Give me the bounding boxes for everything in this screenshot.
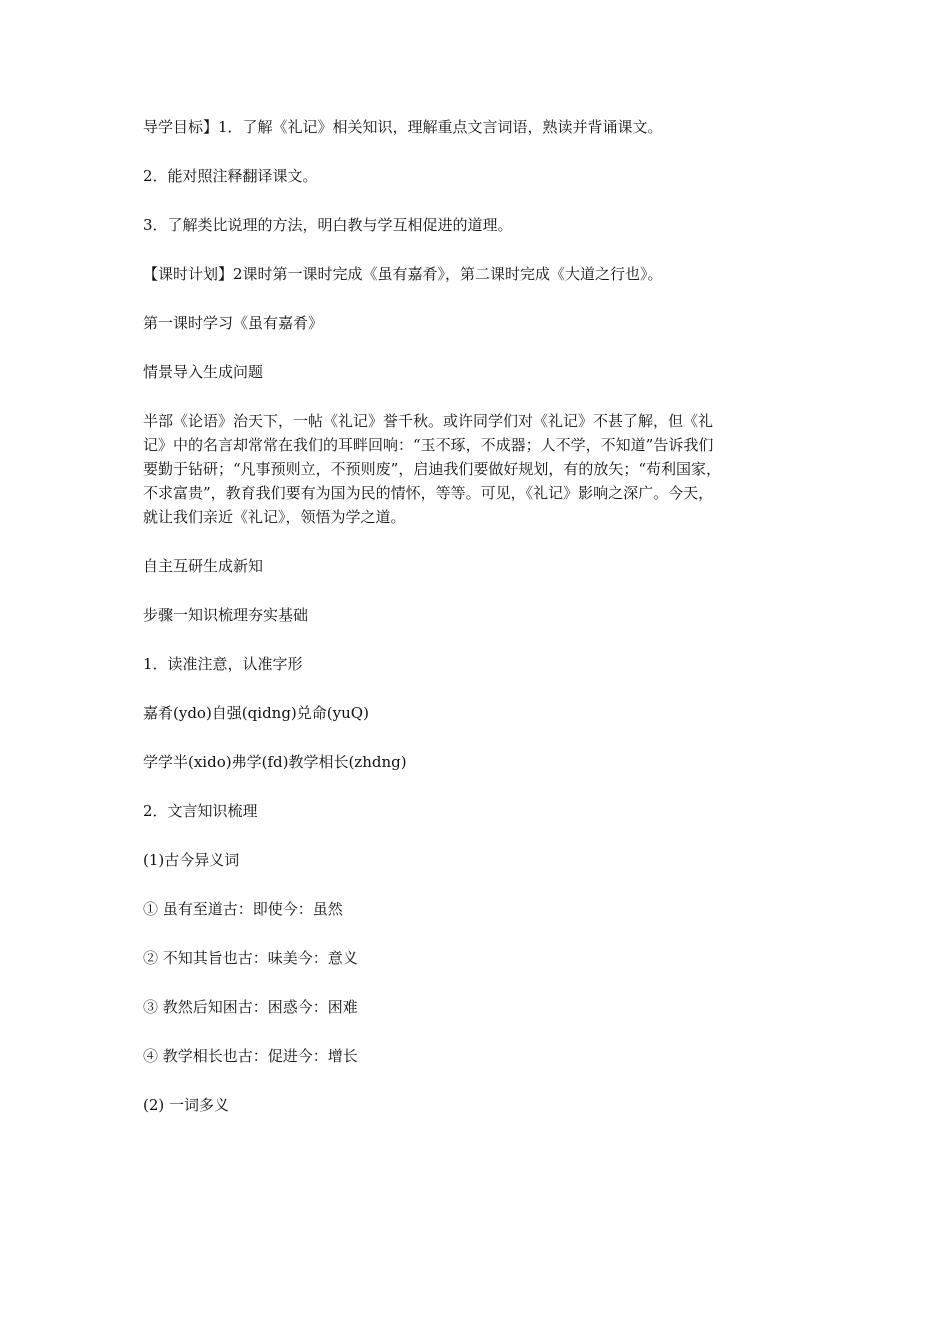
lesson-plan: 【课时计划】2课时第一课时完成《虽有嘉肴》，第二课时完成《大道之行也》。 xyxy=(143,265,663,283)
learning-objective-1: 导学目标】1．了解《礼记》相关知识，理解重点文言词语，熟读并背诵课文。 xyxy=(143,118,663,136)
intro-line: 记》中的名言却常常在我们的耳畔回响：“玉不琢，不成器；人不学，不知道”告诉我们 xyxy=(143,436,714,454)
pronunciation-line-2: 学学半(xido)弗学(fd)教学相长(zhdng) xyxy=(143,753,407,771)
lesson-one-title: 第一课时学习《虽有嘉肴》 xyxy=(143,314,324,332)
word-entry-3: ③ 教然后知困古：困惑今：困难 xyxy=(143,998,358,1016)
intro-line: 不求富贵”，教育我们要有为国为民的情怀，等等。可见，《礼记》影响之深广。今天， xyxy=(143,484,714,502)
document-page xyxy=(143,115,815,1117)
word-entry-1: ① 虽有至道古：即使今：虽然 xyxy=(143,900,343,918)
word-entry-2: ② 不知其旨也古：味美今：意义 xyxy=(143,949,358,967)
word-entry-4: ④ 教学相长也古：促进今：增长 xyxy=(143,1047,358,1065)
section-heading-self-study: 自主互研生成新知 xyxy=(143,557,264,575)
pronunciation-line-1: 嘉肴(ydo)自强(qidng)兑命(yuQ) xyxy=(143,704,369,722)
section-heading-intro: 情景导入生成问题 xyxy=(143,363,264,381)
item-pronunciation-heading: 1．读准注意，认准字形 xyxy=(143,655,303,673)
intro-line: 半部《论语》治天下，一帖《礼记》誉千秋。或许同学们对《礼记》不甚了解，但《礼 xyxy=(143,412,714,430)
intro-line: 就让我们亲近《礼记》，领悟为学之道。 xyxy=(143,508,406,526)
intro-paragraph xyxy=(143,409,815,529)
learning-objective-3: 3．了解类比说理的方法，明白教与学互相促进的道理。 xyxy=(143,216,513,234)
learning-objective-2: 2．能对照注释翻译课文。 xyxy=(143,167,318,185)
subheading-polysemy: (2) 一词多义 xyxy=(143,1096,230,1114)
intro-line: 要勤于钻研；“凡事预则立，不预则废”，启迪我们要做好规划，有的放矢；“苟利国家， xyxy=(143,460,722,478)
step-one-heading: 步骤一知识梳理夯实基础 xyxy=(143,606,309,624)
subheading-ancient-modern-words: (1)古今异义词 xyxy=(143,851,240,869)
item-classical-knowledge-heading: 2．文言知识梳理 xyxy=(143,802,258,820)
